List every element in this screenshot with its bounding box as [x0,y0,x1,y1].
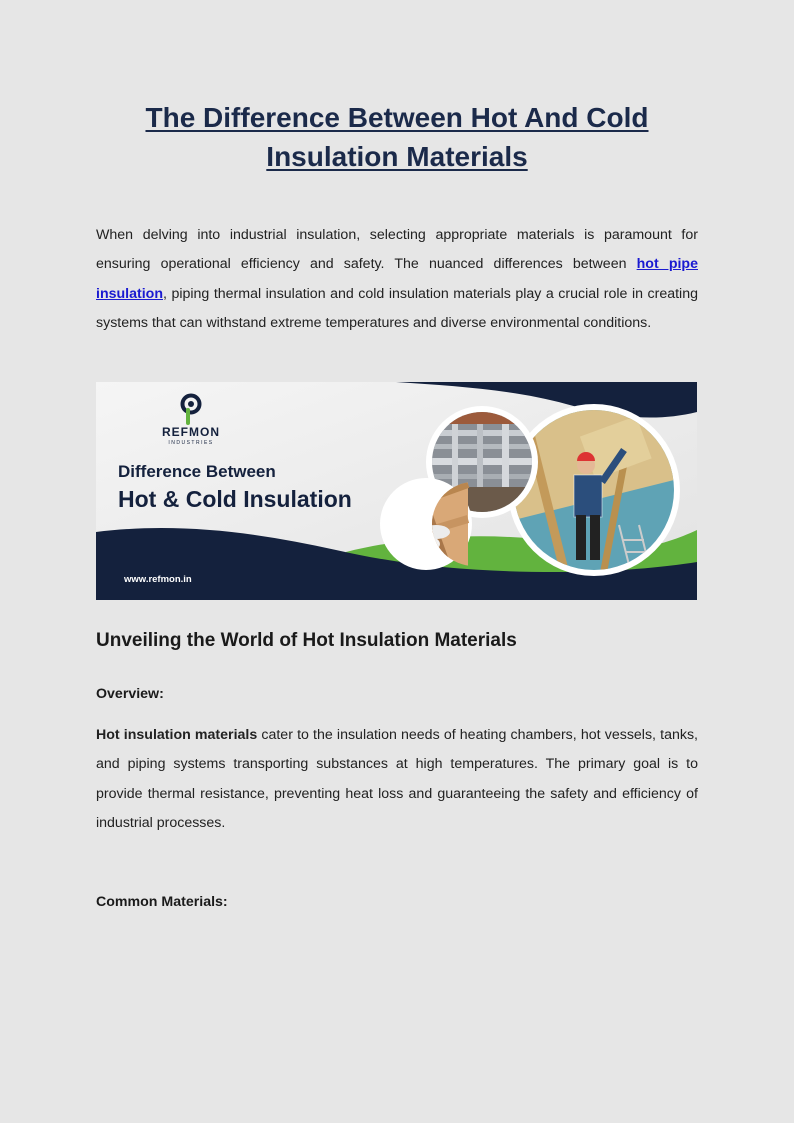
overview-bold-lead: Hot insulation materials [96,727,258,743]
hot-pipe-insulation-link[interactable]: hot pipe insulation [96,256,698,302]
intro-text-before: When delving into industrial insulation, selecting appropriate materials is paramount for ensuring operational efficiency and safety. The nuanced differences between [96,227,698,273]
attic-photo-circle [380,478,472,570]
banner-heading-line2: Hot & Cold Insulation [118,486,352,512]
section-heading: Unveiling the World of Hot Insulation Materials [96,630,517,651]
intro-text-after: , piping thermal insulation and cold insulation materials play a crucial role in creating systems that can withstand extreme temperatures and diverse environmental conditions. [96,285,698,332]
banner-brand-name: REFMON [162,425,220,439]
banner-brand-sub: INDUSTRIES [168,440,214,446]
hero-banner-image [96,382,697,600]
overview-label: Overview: [96,686,164,702]
overview-text: cater to the insulation needs of heating chambers, hot vessels, tanks, and piping systems transporting substances at high temperatures. The primary goal is to provide thermal resistance, preventing heat loss and guaranteeing the safety and efficiency of industrial processes. [96,727,698,832]
banner-website: www.refmon.in [124,574,192,585]
page-title: The Difference Between Hot And Cold Insulation Materials [145,102,649,172]
banner-heading-line1: Difference Between [118,462,276,481]
worker-photo-circle [508,404,680,576]
common-materials-label: Common Materials: [96,894,228,910]
overview-paragraph [96,721,698,839]
intro-paragraph [96,221,698,339]
